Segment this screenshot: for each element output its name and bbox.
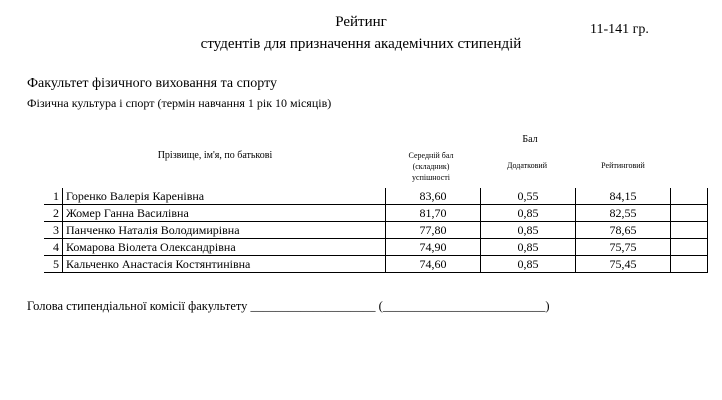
table-row bbox=[44, 222, 708, 239]
empty-cell bbox=[671, 188, 708, 205]
column-header-average bbox=[386, 150, 476, 183]
table-row bbox=[44, 256, 708, 273]
average-score: 77,80 bbox=[386, 222, 481, 239]
program-name: Фізична культура і спорт (термін навчання 1 рік 10 місяців) bbox=[27, 96, 332, 110]
additional-score: 0,85 bbox=[481, 205, 576, 222]
table-row bbox=[44, 205, 708, 222]
document-subtitle: студентів для призначення академічних стипендій bbox=[200, 36, 522, 52]
column-header-rating: Рейтинговий bbox=[601, 161, 645, 170]
column-header-average-line1: Середній бал bbox=[408, 151, 454, 160]
document-title: Рейтинг bbox=[335, 14, 387, 30]
student-name: Кальченко Анастасія Костянтинівна bbox=[63, 256, 386, 273]
student-name: Жомер Ганна Василівна bbox=[63, 205, 386, 222]
row-number: 2 bbox=[44, 205, 63, 222]
row-number: 5 bbox=[44, 256, 63, 273]
faculty-name: Факультет фізичного виховання та спорту bbox=[27, 76, 278, 91]
empty-cell bbox=[671, 222, 708, 239]
column-header-average-line3: успішності bbox=[412, 173, 450, 182]
commission-signature-line: Голова стипендіальної комісії факультету ____________________ (__________________________) bbox=[27, 299, 550, 313]
row-number: 3 bbox=[44, 222, 63, 239]
student-name: Комарова Віолета Олександрівна bbox=[63, 239, 386, 256]
column-header-additional: Додатковий bbox=[507, 161, 547, 170]
additional-score: 0,85 bbox=[481, 256, 576, 273]
rating-score: 78,65 bbox=[576, 222, 671, 239]
average-score: 74,90 bbox=[386, 239, 481, 256]
additional-score: 0,85 bbox=[481, 222, 576, 239]
average-score: 81,70 bbox=[386, 205, 481, 222]
group-label: 11-141 гр. bbox=[590, 22, 649, 37]
rating-score: 75,75 bbox=[576, 239, 671, 256]
row-number: 4 bbox=[44, 239, 63, 256]
rating-score: 82,55 bbox=[576, 205, 671, 222]
column-header-name: Прізвище, ім'я, по батькові bbox=[157, 150, 273, 161]
column-header-average-line2: (складник) bbox=[412, 162, 450, 171]
empty-cell bbox=[671, 205, 708, 222]
empty-cell bbox=[671, 239, 708, 256]
average-score: 74,60 bbox=[386, 256, 481, 273]
additional-score: 0,55 bbox=[481, 188, 576, 205]
average-score: 83,60 bbox=[386, 188, 481, 205]
empty-cell bbox=[671, 256, 708, 273]
column-header-points: Бал bbox=[522, 134, 538, 145]
rating-table bbox=[44, 188, 708, 273]
student-name: Панченко Наталія Володимирівна bbox=[63, 222, 386, 239]
rating-score: 84,15 bbox=[576, 188, 671, 205]
student-name: Горенко Валерія Каренівна bbox=[63, 188, 386, 205]
rating-score: 75,45 bbox=[576, 256, 671, 273]
table-row bbox=[44, 188, 708, 205]
table-row bbox=[44, 239, 708, 256]
additional-score: 0,85 bbox=[481, 239, 576, 256]
row-number: 1 bbox=[44, 188, 63, 205]
